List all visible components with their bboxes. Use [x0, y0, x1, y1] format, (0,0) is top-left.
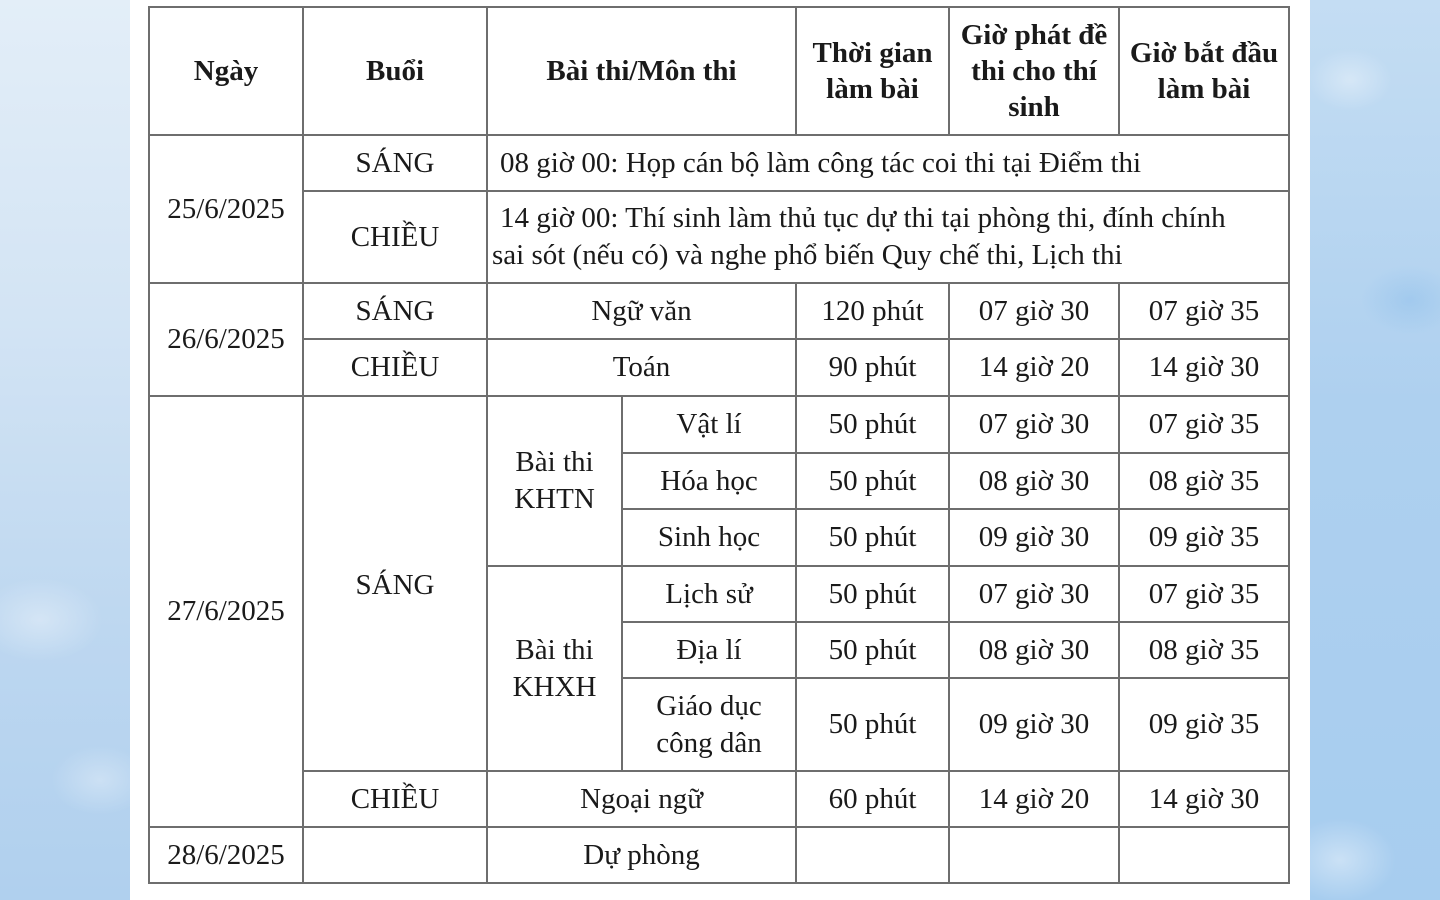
- duration-cell: 90 phút: [796, 339, 949, 396]
- duration-cell: 50 phút: [796, 396, 949, 453]
- distribution-time-cell: 09 giờ 30: [949, 678, 1119, 771]
- distribution-time-cell: 09 giờ 30: [949, 509, 1119, 566]
- table-row: [149, 771, 1289, 827]
- subject-cell: Ngoại ngữ: [487, 771, 796, 827]
- table-row: [149, 396, 1289, 453]
- distribution-time-cell: 07 giờ 30: [949, 566, 1119, 622]
- duration-cell: 50 phút: [796, 453, 949, 509]
- group-cell-khtn: [487, 396, 622, 566]
- distribution-time-cell: 14 giờ 20: [949, 339, 1119, 396]
- subject-cell: [622, 678, 796, 771]
- session-cell: CHIỀU: [303, 339, 487, 396]
- table-row: [149, 191, 1289, 283]
- start-time-cell: 07 giờ 35: [1119, 283, 1289, 339]
- duration-cell: 50 phút: [796, 622, 949, 678]
- start-time-cell: 08 giờ 35: [1119, 453, 1289, 509]
- subject-cell: Lịch sử: [622, 566, 796, 622]
- subject-cell: Hóa học: [622, 453, 796, 509]
- start-time-cell: 07 giờ 35: [1119, 566, 1289, 622]
- table-row: [149, 135, 1289, 191]
- duration-cell: [796, 827, 949, 883]
- subject-cell: Toán: [487, 339, 796, 396]
- header-subject: Bài thi/Môn thi: [487, 7, 796, 135]
- duration-cell: 120 phút: [796, 283, 949, 339]
- start-time-cell: [1119, 827, 1289, 883]
- date-cell: 28/6/2025: [149, 827, 303, 883]
- exam-schedule-table: [148, 6, 1290, 884]
- duration-cell: 60 phút: [796, 771, 949, 827]
- subject-cell: Sinh học: [622, 509, 796, 566]
- distribution-time-cell: [949, 827, 1119, 883]
- subject-line2: công dân: [656, 726, 762, 759]
- table-row: [149, 283, 1289, 339]
- registration-note-line1: 14 giờ 00: Thí sinh làm thủ tục dự thi tại phòng thi, đính chính: [500, 202, 1226, 234]
- start-time-cell: 09 giờ 35: [1119, 509, 1289, 566]
- note-cell: [487, 135, 1289, 191]
- subject-line1: Giáo dục: [656, 689, 762, 722]
- session-cell: CHIỀU: [303, 191, 487, 283]
- start-time-cell: 07 giờ 35: [1119, 396, 1289, 453]
- group-label-line2: KHTN: [514, 483, 595, 515]
- distribution-time-cell: 07 giờ 30: [949, 396, 1119, 453]
- note-cell: [487, 191, 1289, 283]
- header-start-time: Giờ bắt đầu làm bài: [1119, 7, 1289, 135]
- table-row: [149, 827, 1289, 883]
- table-row: [149, 339, 1289, 396]
- duration-cell: 50 phút: [796, 566, 949, 622]
- session-cell: CHIỀU: [303, 771, 487, 827]
- subject-cell: Ngữ văn: [487, 283, 796, 339]
- date-cell: 27/6/2025: [149, 396, 303, 827]
- distribution-time-cell: 08 giờ 30: [949, 453, 1119, 509]
- start-time-cell: 09 giờ 35: [1119, 678, 1289, 771]
- header-row: [149, 7, 1289, 135]
- session-cell: [303, 827, 487, 883]
- group-cell-khxh: [487, 566, 622, 771]
- distribution-time-cell: 14 giờ 20: [949, 771, 1119, 827]
- group-label-line2: KHXH: [512, 670, 597, 703]
- header-session: Buổi: [303, 7, 487, 135]
- header-date: Ngày: [149, 7, 303, 135]
- sky-background-right: [1310, 0, 1440, 900]
- subject-cell: Dự phòng: [487, 827, 796, 883]
- start-time-cell: 08 giờ 35: [1119, 622, 1289, 678]
- distribution-time-cell: 08 giờ 30: [949, 622, 1119, 678]
- sky-background-left: [0, 0, 130, 900]
- duration-cell: 50 phút: [796, 509, 949, 566]
- meeting-note: 08 giờ 00: Họp cán bộ làm công tác coi thi tại Điểm thi: [500, 146, 1142, 179]
- header-duration: Thời gian làm bài: [796, 7, 949, 135]
- duration-cell: 50 phút: [796, 678, 949, 771]
- session-cell: SÁNG: [303, 396, 487, 771]
- start-time-cell: 14 giờ 30: [1119, 339, 1289, 396]
- group-label-line1: Bài thi: [515, 633, 594, 666]
- subject-cell: Địa lí: [622, 622, 796, 678]
- date-cell: 26/6/2025: [149, 283, 303, 396]
- distribution-time-cell: 07 giờ 30: [949, 283, 1119, 339]
- session-cell: SÁNG: [303, 135, 487, 191]
- header-distribution-time: Giờ phát đề thi cho thí sinh: [949, 7, 1119, 135]
- subject-cell: Vật lí: [622, 396, 796, 453]
- registration-note-line2: sai sót (nếu có) và nghe phổ biến Quy chế thi, Lịch thi: [492, 239, 1123, 271]
- session-cell: SÁNG: [303, 283, 487, 339]
- start-time-cell: 14 giờ 30: [1119, 771, 1289, 827]
- date-cell: 25/6/2025: [149, 135, 303, 283]
- group-label-line1: Bài thi: [515, 446, 594, 478]
